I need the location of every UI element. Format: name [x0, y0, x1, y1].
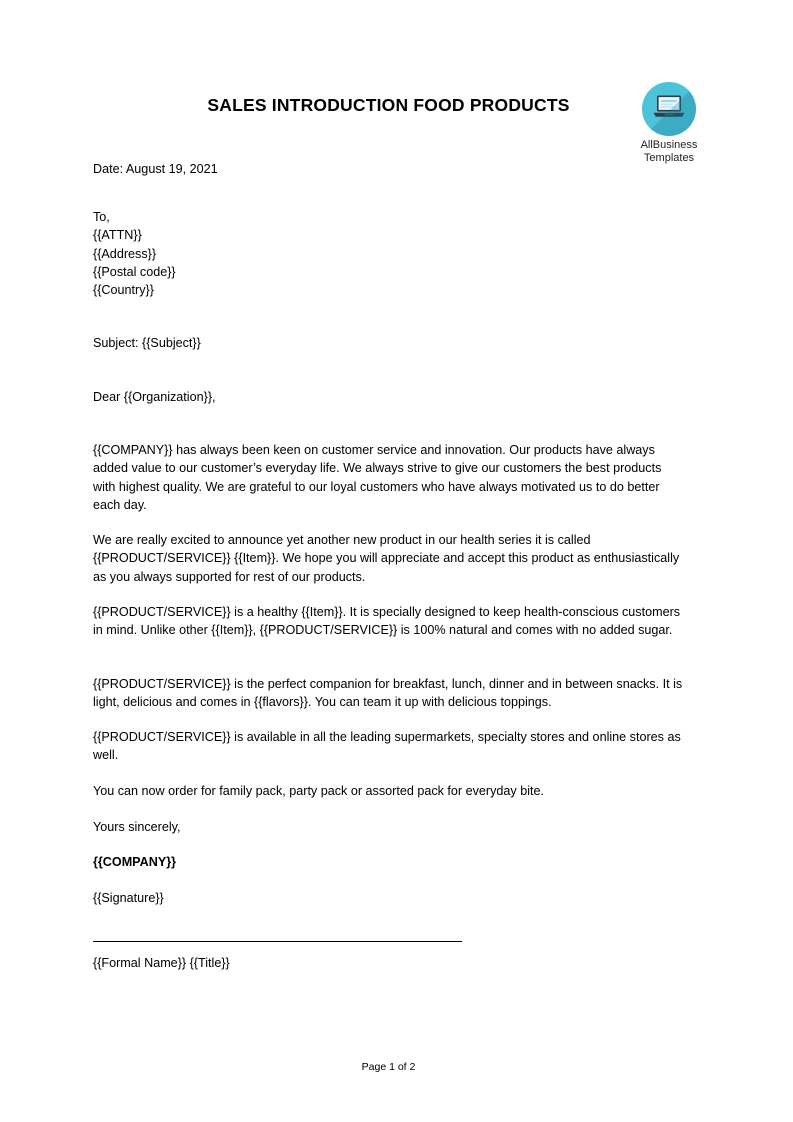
recipient-address: {{Address}} — [93, 246, 157, 261]
logo-circle — [642, 82, 696, 136]
logo-text-line2: Templates — [643, 152, 695, 164]
closing-line: Yours sincerely, — [93, 820, 181, 834]
recipient-postal-code: {{Postal code}} — [93, 264, 176, 279]
page-footer: Page 1 of 2 — [361, 1061, 416, 1073]
body-paragraph: {{PRODUCT/SERVICE}} is a healthy {{Item}}. It is specially designed to keep health-conscious customers in mind. Unlike other {{Item}}, {{PRODUCT/SERVICE}} is 100% natural and comes with no added sugar. — [93, 605, 681, 638]
company-signature-name: {{COMPANY}} — [93, 855, 177, 869]
recipient-country: {{Country}} — [93, 283, 154, 298]
body-paragraph: You can now order for family pack, party pack or assorted pack for everyday bite. — [93, 784, 545, 798]
date-line: Date: August 19, 2021 — [93, 162, 218, 176]
page-title: SALES INTRODUCTION FOOD PRODUCTS — [207, 95, 570, 115]
recipient-address-block — [93, 208, 176, 299]
body-paragraph: {{COMPANY}} has always been keen on customer service and innovation. Our products have always added value to our customer’s everyday life. We always strive to give our customers the best products with highest quality. We are grateful to our loyal customers who have always motivated us to do better each day. — [93, 443, 662, 512]
body-paragraph: We are really excited to announce yet another new product in our health series it is called {{PRODUCT/SERVICE}} {{Item}}. We hope you will appreciate and accept this product as enthusiastically as you always supported for rest of our products. — [93, 533, 680, 584]
body-paragraph: {{PRODUCT/SERVICE}} is the perfect companion for breakfast, lunch, dinner and in between snacks. It is light, delicious and comes in {{flavors}}. You can team it up with delicious toppings. — [93, 677, 683, 710]
body-paragraph: {{PRODUCT/SERVICE}} is available in all the leading supermarkets, specialty stores and online stores as well. — [93, 730, 681, 763]
salutation-line: Dear {{Organization}}, — [93, 390, 216, 404]
logo-long-shadow — [642, 82, 696, 136]
signature-placeholder: {{Signature}} — [93, 891, 164, 905]
signature-rule — [93, 941, 462, 942]
logo-text — [624, 139, 714, 165]
logo-text-line1: AllBusiness — [640, 139, 698, 151]
allbusiness-templates-logo — [624, 82, 714, 165]
recipient-attn: {{ATTN}} — [93, 228, 142, 243]
recipient-to-label: To, — [93, 210, 110, 224]
signature-formal-name: {{Formal Name}} {{Title}} — [93, 956, 230, 970]
subject-line: Subject: {{Subject}} — [93, 336, 201, 350]
